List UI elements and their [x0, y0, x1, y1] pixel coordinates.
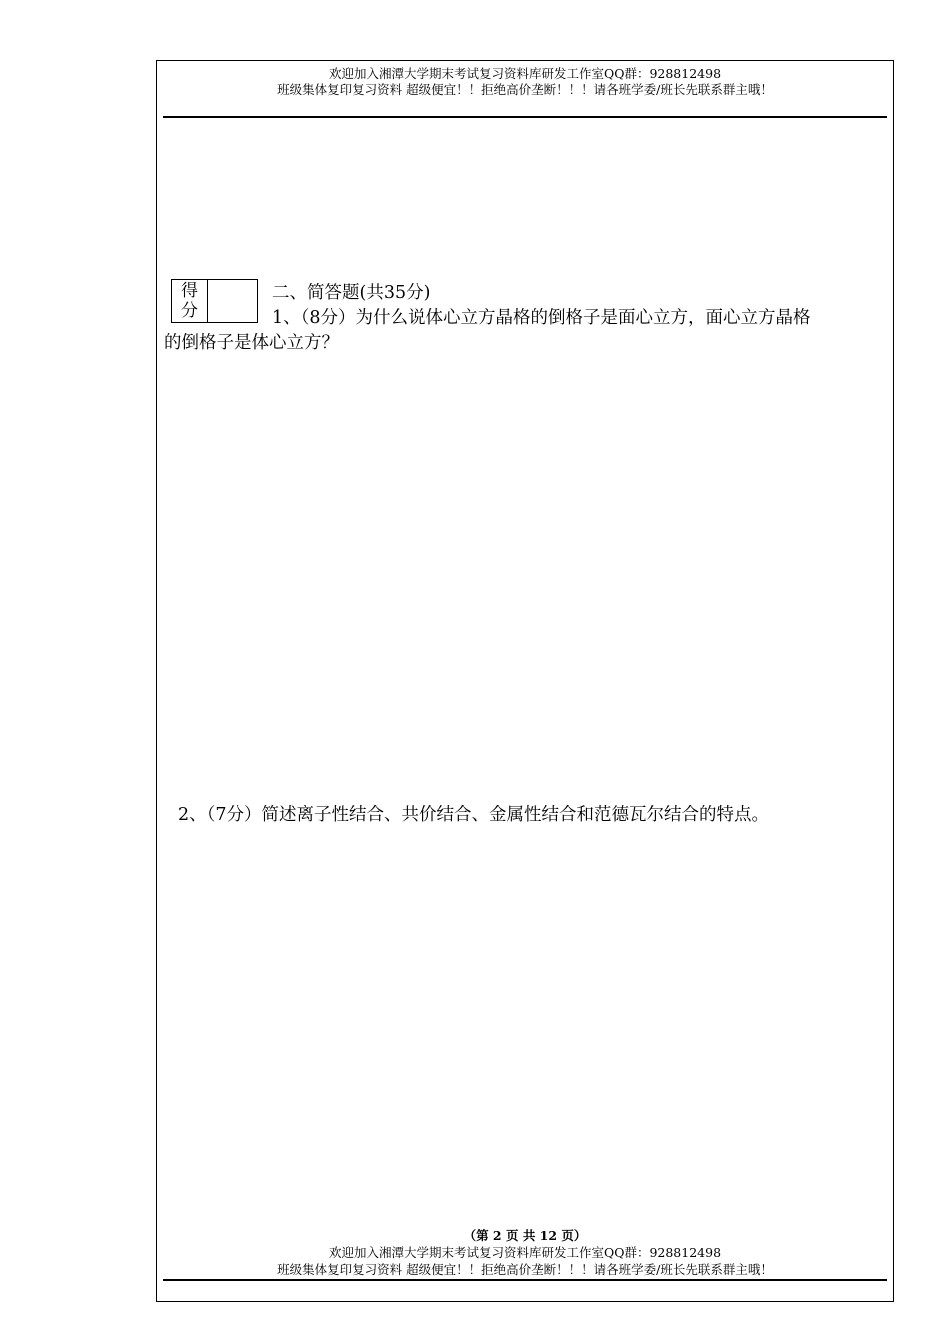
- question-1-line-1: 1、（8分）为什么说体心立方晶格的倒格子是面心立方，面心立方晶格: [272, 308, 811, 328]
- question-1-line-2: 的倒格子是体心立方？: [164, 333, 339, 353]
- page-number: （第 2 页 共 12 页）: [463, 1228, 587, 1243]
- footer-rule: [163, 1279, 887, 1281]
- score-label: [172, 280, 208, 322]
- question-2: 2、（7分）简述离子性结合、共价结合、金属性结合和范德瓦尔结合的特点。: [178, 805, 770, 825]
- score-box: [171, 279, 258, 323]
- section-title: 二、简答题(共35分): [272, 283, 431, 303]
- footer-line-2: 班级集体复印复习资料 超级便宜！！拒绝高价垄断！！！请各班学委/班长先联系群主哦！: [277, 1262, 773, 1277]
- page-frame: [156, 60, 894, 1302]
- score-entry-field[interactable]: [208, 280, 257, 322]
- header-line-2: 班级集体复印复习资料 超级便宜！！拒绝高价垄断！！！请各班学委/班长先联系群主哦！: [277, 82, 773, 97]
- header-line-1: 欢迎加入湘潭大学期末考试复习资料库研发工作室QQ群：928812498: [328, 66, 722, 81]
- score-label-text: 得 分: [181, 281, 198, 321]
- footer-line-1: 欢迎加入湘潭大学期末考试复习资料库研发工作室QQ群：928812498: [328, 1245, 722, 1260]
- header-rule: [163, 116, 887, 118]
